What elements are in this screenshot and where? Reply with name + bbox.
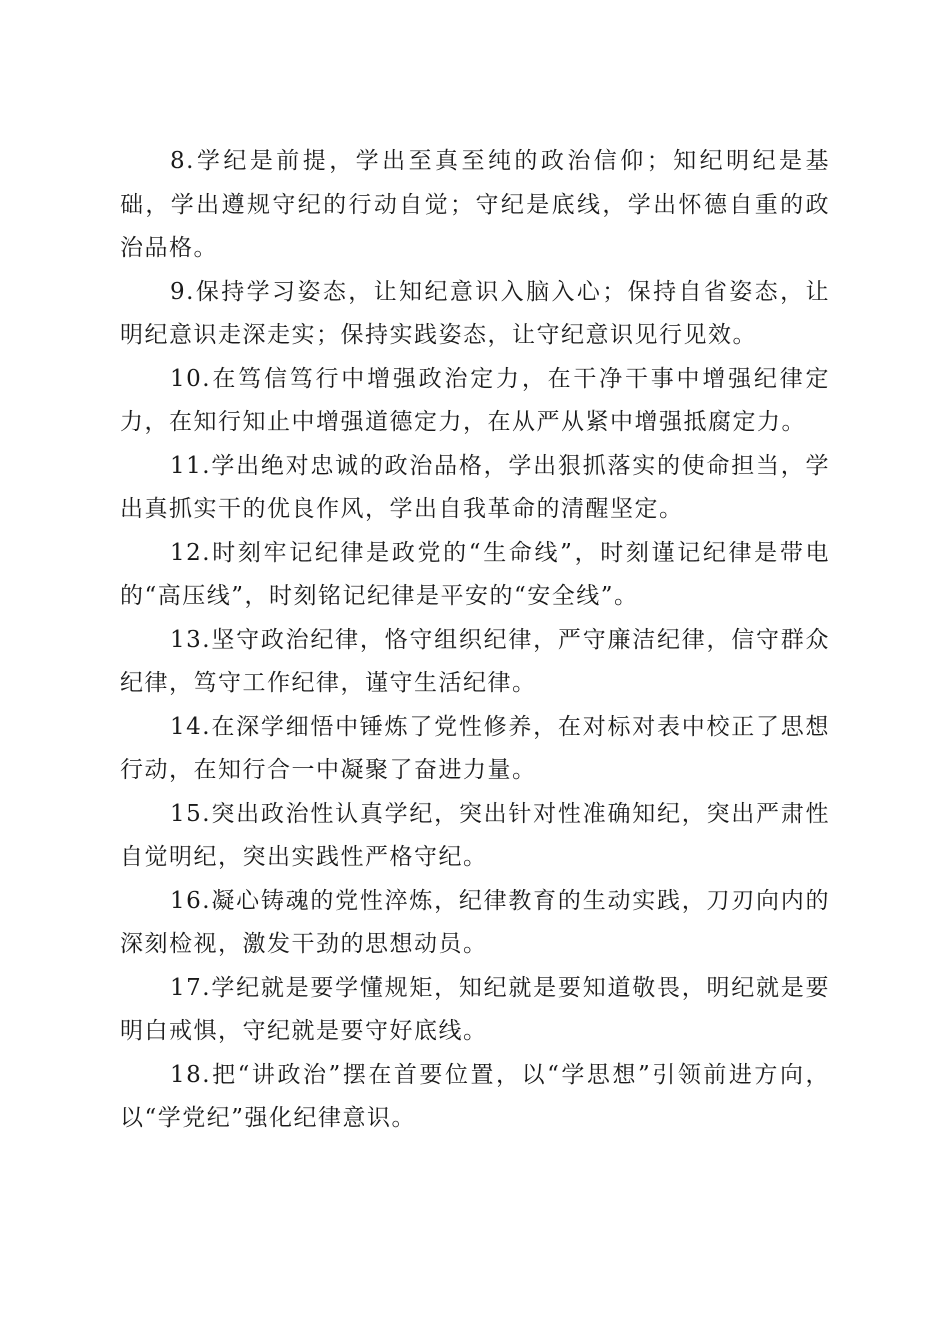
paragraph-9: 9.保持学习姿态，让知纪意识入脑入心；保持自省姿态，让明纪意识走深走实；保持实践姿态，让守纪意识见行见效。	[120, 278, 830, 348]
paragraph-11: 11.学出绝对忠诚的政治品格，学出狠抓落实的使命担当，学出真抓实干的优良作风，学出自我革命的清醒坚定。	[120, 452, 830, 522]
paragraph-15: 15.突出政治性认真学纪，突出针对性准确知纪，突出严肃性自觉明纪，突出实践性严格守纪。	[120, 800, 830, 870]
paragraph-18: 18.把“讲政治”摆在首要位置，以“学思想”引领前进方向，以“学党纪”强化纪律意识。	[120, 1061, 830, 1131]
paragraph-8: 8.学纪是前提，学出至真至纯的政治信仰；知纪明纪是基础，学出遵规守纪的行动自觉；守纪是底线，学出怀德自重的政治品格。	[120, 148, 830, 261]
document-body	[120, 140, 830, 1141]
paragraph-17: 17.学纪就是要学懂规矩，知纪就是要知道敬畏，明纪就是要明白戒惧，守纪就是要守好底线。	[120, 974, 830, 1044]
paragraph-14: 14.在深学细悟中锤炼了党性修养，在对标对表中校正了思想行动，在知行合一中凝聚了奋进力量。	[120, 713, 830, 783]
paragraph-13: 13.坚守政治纪律，恪守组织纪律，严守廉洁纪律，信守群众纪律，笃守工作纪律，谨守生活纪律。	[120, 626, 830, 696]
paragraph-16: 16.凝心铸魂的党性淬炼，纪律教育的生动实践，刀刃向内的深刻检视，激发干劲的思想动员。	[120, 887, 830, 957]
paragraph-12: 12.时刻牢记纪律是政党的“生命线”，时刻谨记纪律是带电的“高压线”，时刻铭记纪律是平安的“安全线”。	[120, 539, 830, 609]
paragraph-10: 10.在笃信笃行中增强政治定力，在干净干事中增强纪律定力，在知行知止中增强道德定力，在从严从紧中增强抵腐定力。	[120, 365, 830, 435]
